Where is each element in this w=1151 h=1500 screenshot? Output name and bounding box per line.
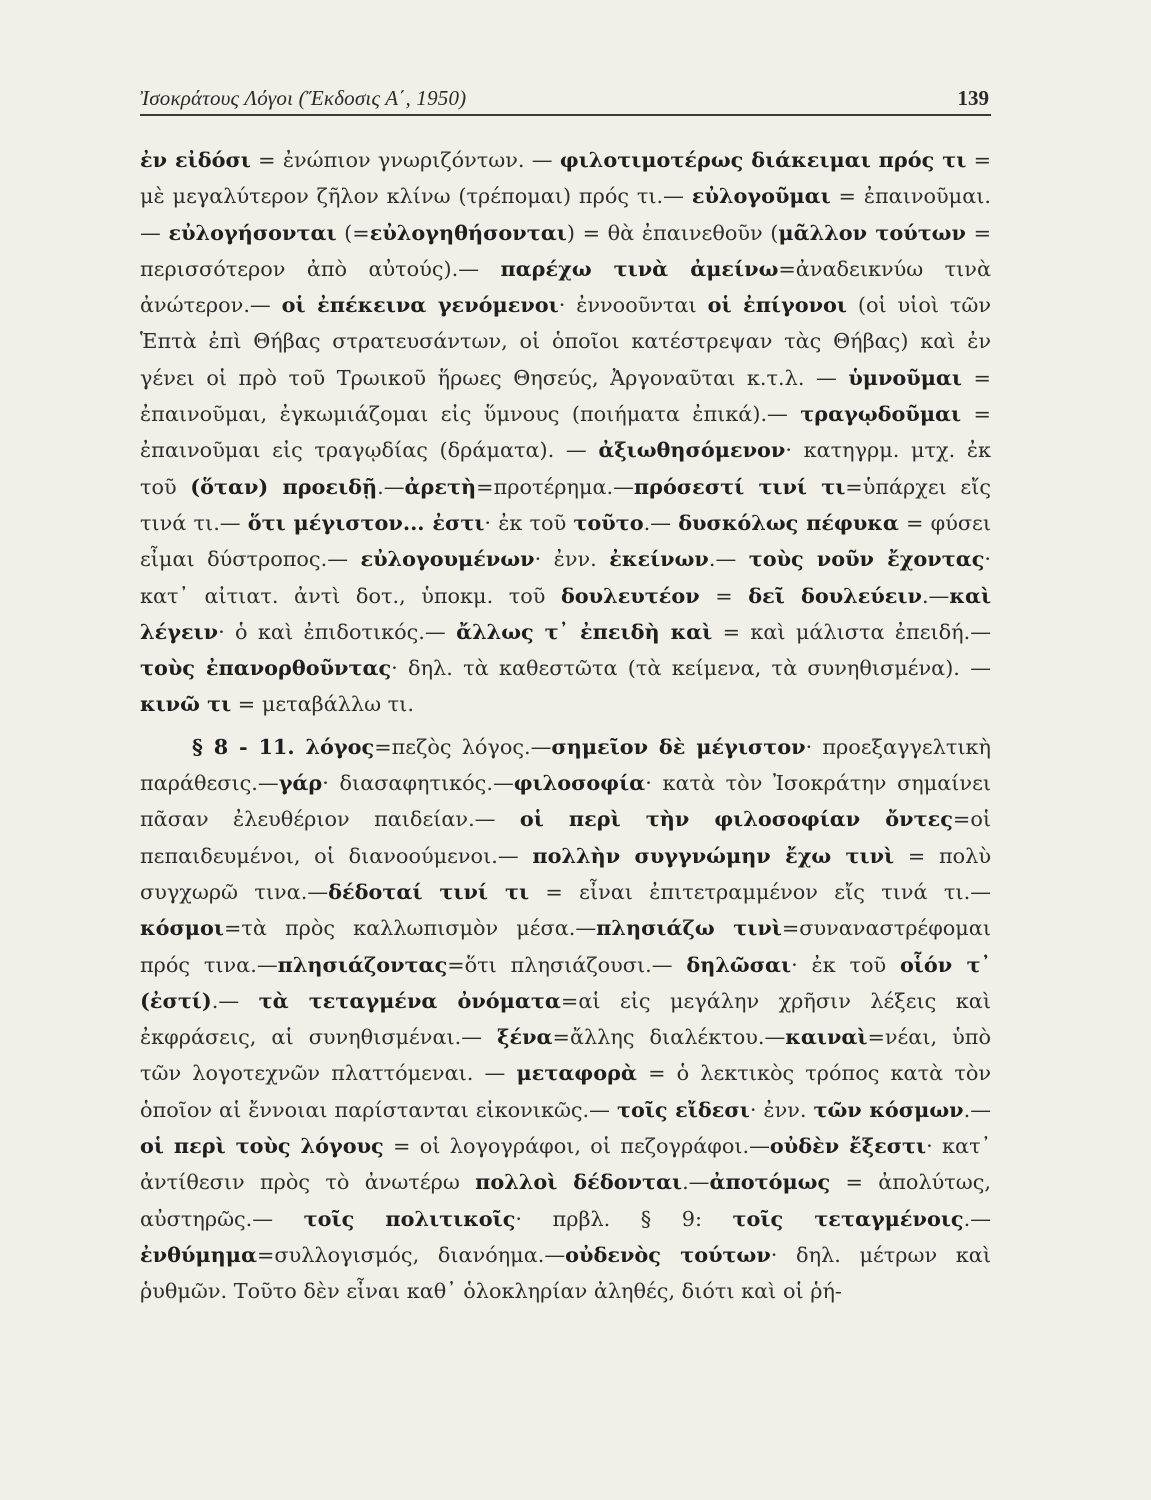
lemma: ἐνθύμημα (140, 1241, 257, 1267)
lemma: τῶν κόσμων (813, 1096, 964, 1122)
gloss: · πρβλ. § 9: (515, 1206, 733, 1231)
lemma: δέδοταί τινί τι (328, 878, 530, 904)
gloss: ) = θὰ ἐπαινεθοῦν ( (566, 220, 779, 245)
lemma: φιλοσοφία (513, 770, 646, 796)
gloss: =αἱ εἰς μεγάλην χρῆσιν λέξεις καὶ ἐκφράσεις, αἱ συνηθισμέναι.— (140, 988, 991, 1050)
paragraph-1 (140, 142, 991, 723)
lemma: μεταφορὰ (516, 1060, 637, 1086)
lemma: δυσκόλως πέφυκα (678, 509, 899, 535)
lemma: τὰ τεταγμένα ὀνόματα (258, 987, 561, 1013)
lemma: οἱ ἐπίγονοι (707, 292, 847, 318)
gloss: = καὶ μάλιστα ἐπειδή.— (712, 619, 992, 644)
lemma: καιναὶ (785, 1024, 868, 1050)
lemma: γάρ (278, 770, 323, 796)
lemma: δεῖ δουλεύειν (748, 582, 922, 608)
gloss: =συναναστρέφομαι πρός τινα.— (140, 916, 991, 977)
gloss: · κατ᾽ ἀντίθεσιν πρὸς τὸ ἀνωτέρω (140, 1134, 991, 1195)
gloss: = ἐπαινοῦμαι, ἐγκωμιάζομαι εἰς ὕμνους (ποιήματα ἐπικά).— (140, 365, 991, 427)
gloss: = μὲ μεγαλύτερον ζῆλον κλίνω (τρέπομαι) πρός τι.— (140, 148, 991, 209)
gloss: =νέαι, ὑπὸ τῶν λογοτεχνῶν πλαττόμεναι. — (140, 1025, 991, 1086)
gloss: =ὅτι πλησιάζουσι.— (447, 952, 687, 977)
lemma: εὐλογοῦμαι (691, 183, 831, 209)
gloss: .— (682, 1170, 710, 1195)
lemma: ἀποτόμως (709, 1169, 831, 1195)
gloss: · δηλ. τὰ καθεστῶτα (τὰ κείμενα, τὰ συνηθισμένα). — (391, 656, 992, 681)
gloss: (= (336, 220, 370, 245)
lemma: τοῖς τεταγμένοις (732, 1205, 964, 1231)
lemma: ἐν εἰδόσι (140, 147, 251, 172)
gloss: =ὑπάρχει εἴς τινά τι.— (140, 474, 991, 535)
lemma: ἄλλως τ᾽ ἐπειδὴ καὶ (456, 618, 713, 644)
lemma: τοῖς εἴδεσι (616, 1096, 750, 1122)
lemma: εὐλογηθήσονται (369, 219, 567, 245)
lemma: § 8 - 11. λόγος (192, 733, 375, 759)
paragraph-2 (140, 729, 991, 1310)
lemma: καὶ λέγειν (140, 582, 992, 644)
lemma: εὐλογήσονται (168, 219, 337, 245)
gloss: =ἀναδεικνύω τινὰ ἀνώτερον.— (140, 256, 991, 318)
gloss: = μεταβάλλω τι. (231, 692, 414, 717)
gloss: =συλλογισμός, διανόημα.— (256, 1242, 566, 1267)
lemma: ἐκείνων (609, 546, 709, 572)
gloss: · ἐκ τοῦ (484, 510, 574, 535)
gloss: =ἄλλης διαλέκτου.— (552, 1025, 786, 1050)
gloss: .— (643, 510, 679, 535)
gloss: · διασαφητικός.— (322, 771, 514, 796)
lemma: ξένα (497, 1024, 553, 1050)
lemma: οὐδὲν ἔξεστι (769, 1133, 927, 1159)
gloss: · ὁ καὶ ἐπιδοτικός.— (218, 619, 457, 644)
gloss: = εἶναι ἐπιτετραμμένον εἴς τινά τι.— (529, 879, 991, 904)
gloss: .— (377, 474, 405, 499)
gloss: = περισσότερον ἀπὸ αὐτούς).— (140, 220, 991, 281)
gloss: = (699, 583, 749, 608)
lemma: τοὺς ἐπανορθοῦντας (140, 655, 392, 681)
lemma: ὅτι μέγιστον... ἐστι (247, 509, 485, 535)
lemma: πολλοὶ δέδονται (475, 1169, 683, 1195)
lemma: πλησιάζω τινὶ (596, 915, 782, 941)
lemma: δηλῶσαι (686, 951, 792, 977)
gloss: · ἐνν. (749, 1097, 814, 1122)
lemma: παρέχω τινὰ ἀμείνω (500, 255, 779, 281)
lemma: οἱ περὶ τὴν φιλοσοφίαν ὄντες (519, 806, 953, 832)
lemma: οἷόν τ᾽ (ἐστί) (140, 951, 991, 1013)
gloss: = ἀπολύτως, αὐστηρῶς.— (140, 1170, 991, 1231)
gloss: =πεζὸς λόγος.— (374, 734, 552, 759)
lemma: ἀξιωθησόμενον (598, 437, 786, 463)
header-rule (140, 114, 991, 116)
lemma: σημεῖον δὲ μέγιστον (551, 733, 806, 759)
gloss: · ἐννοοῦνται (558, 293, 708, 318)
gloss: .— (211, 988, 259, 1013)
lemma: τοὺς νοῦν ἔχοντας (748, 546, 985, 572)
lemma: δουλευτέον (560, 582, 700, 608)
commentary-body (140, 142, 991, 1310)
gloss: .— (963, 1097, 992, 1122)
lemma: κόσμοι (140, 915, 224, 941)
lemma: τοῦτο (573, 509, 644, 535)
gloss: = ἐπαινοῦμαι εἰς τραγῳδίας (δράματα). — (140, 402, 991, 463)
lemma: φιλοτιμοτέρως διάκειμαι πρός τι (559, 147, 967, 172)
gloss: (οἱ υἱοὶ τῶν Ἑπτὰ ἐπὶ Θήβας στρατευσάντων, οἱ ὁποῖοι κατέστρεψαν τὰς Θήβας) καὶ ἐν γένει οἱ πρὸ τοῦ Τρωικοῦ ἥρωες Θησεύς, Ἀργοναῦται κ.τ.λ. — (140, 293, 992, 390)
running-title: Ἰσοκράτους Λόγοι (Ἔκδοσις Α΄, 1950) (140, 86, 467, 110)
gloss: .— (963, 1206, 991, 1231)
gloss: = ἐνώπιον γνωριζόντων. — (250, 148, 560, 172)
lemma: πολλὴν συγγνώμην ἔχω τινὶ (532, 842, 895, 868)
lemma: ἀρετὴ (404, 473, 477, 499)
gloss: = φύσει εἶμαι δύστροπος.— (140, 510, 991, 572)
gloss: =οἱ πεπαιδευμένοι, οἱ διανοούμενοι.— (140, 807, 991, 868)
page-number: 139 (957, 86, 989, 110)
gloss: · προεξαγγελτικὴ παράθεσις.— (140, 734, 991, 796)
gloss: · ἐνν. (534, 547, 610, 572)
lemma: οὐδενὸς τούτων (565, 1241, 771, 1267)
gloss: = οἱ λογογράφοι, οἱ πεζογράφοι.— (383, 1134, 770, 1159)
lemma: ὑμνοῦμαι (848, 364, 963, 390)
lemma: (ὅταν) προειδῇ (190, 473, 378, 499)
running-header (140, 86, 991, 116)
gloss: · κατ᾽ αἰτιατ. ἀντὶ δοτ., ὑποκμ. τοῦ (140, 547, 991, 608)
lemma: μᾶλλον τούτων (778, 219, 966, 245)
lemma: εὐλογουμένων (360, 546, 535, 572)
lemma: πλησιάζοντας (277, 951, 448, 977)
lemma: πρόσεστί τινί τι (633, 473, 846, 499)
gloss: · κατὰ τὸν Ἰσοκράτην σημαίνει πᾶσαν ἐλευθέριον παιδείαν.— (140, 771, 992, 832)
gloss: .— (708, 547, 749, 572)
gloss: · κατηγρμ. μτχ. ἐκ τοῦ (140, 438, 992, 499)
gloss: =προτέρημα.— (476, 474, 634, 499)
gloss: .— (921, 583, 950, 608)
lemma: τοῖς πολιτικοῖς (303, 1205, 516, 1231)
lemma: οἱ περὶ τοὺς λόγους (140, 1133, 384, 1159)
lemma: οἱ ἐπέκεινα γενόμενοι (281, 292, 559, 318)
gloss: =τὰ πρὸς καλλωπισμὸν μέσα.— (223, 916, 597, 941)
lemma: κινῶ τι (140, 691, 232, 717)
gloss: = ἐπαινοῦμαι.— (140, 184, 991, 245)
gloss: = ὁ λεκτικὸς τρόπος κατὰ τὸν ὁποῖον αἱ ἔννοιαι παρίστανται εἰκονικῶς.— (140, 1061, 991, 1122)
gloss: · δηλ. μέτρων καὶ ῥυθμῶν. Τοῦτο δὲν εἶναι καθ᾽ ὁλοκληρίαν ἀληθές, διότι καὶ οἱ ῥή- (140, 1242, 991, 1304)
gloss: = πολὺ συγχωρῶ τινα.— (140, 843, 991, 904)
lemma: τραγῳδοῦμαι (800, 401, 962, 427)
gloss: · ἐκ τοῦ (791, 952, 900, 977)
